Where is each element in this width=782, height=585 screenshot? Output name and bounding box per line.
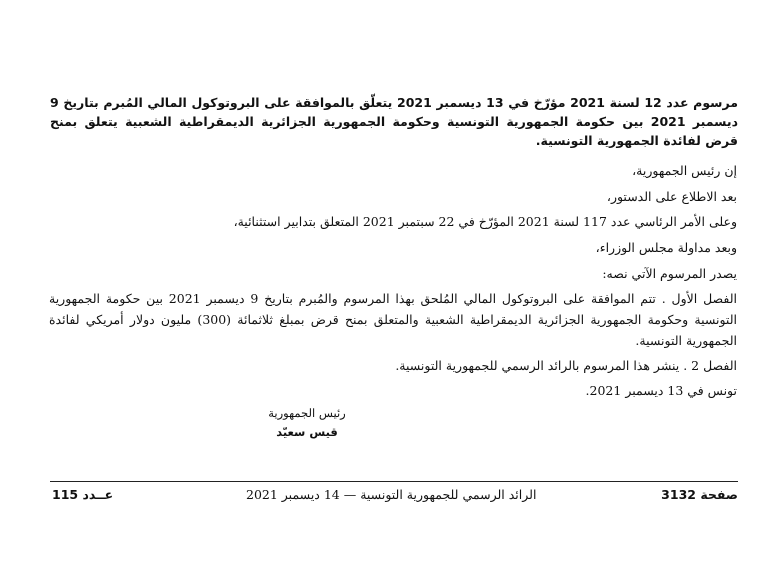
preamble-president: إن رئيس الجمهورية، bbox=[632, 163, 737, 178]
decree-title: مرسوم عدد 12 لسنة 2021 مؤرّخ في 13 ديسمبر 2021 يتعلّق بالموافقة على البروتوكول المالي المُبرم بتاريخ 9 ديسمبر 2021 بين حكومة الجمهورية التونسية وحكومة الجمهورية الجزائرية الديمقراطية الشعبية يتعلق بمنح قرض لفائدة الجمهورية التونسية. bbox=[50, 95, 738, 148]
enactment-clause: يصدر المرسوم الآتي نصه: bbox=[602, 266, 737, 281]
footer-issue-number: عــدد 115 bbox=[52, 487, 114, 502]
footer-journal-title bbox=[246, 486, 536, 504]
preamble-council-deliberation: وبعد مداولة مجلس الوزراء، bbox=[595, 240, 737, 255]
place-and-date: تونس في 13 ديسمبر 2021. bbox=[585, 383, 737, 398]
preamble-presidential-order: وعلى الأمر الرئاسي عدد 117 لسنة 2021 المؤرّخ في 22 سبتمبر 2021 المتعلق بتدابير استثنائية، bbox=[233, 214, 737, 229]
signature-title: رئيس الجمهورية bbox=[268, 406, 346, 420]
signature-name: قيس سعيّد bbox=[276, 425, 338, 439]
preamble-constitution: بعد الاطلاع على الدستور، bbox=[606, 189, 737, 204]
article-1: الفصل الأول . تتم الموافقة على البروتوكول المالي المُلحق بهذا المرسوم والمُبرم بتاريخ 9 ديسمبر 2021 بين حكومة الجمهورية التونسية وحكومة الجمهورية الجزائرية الديمقراطية الشعبية والمتعلق بمنح قرض بمبلغ ثلاثمائة (300) مليون دولار أمريكي لفائدة الجمهورية التونسية. bbox=[49, 291, 737, 348]
article-2: الفصل 2 . ينشر هذا المرسوم بالرائد الرسمي للجمهورية التونسية. bbox=[395, 358, 737, 373]
footer-divider bbox=[50, 481, 738, 482]
footer-page-number: صفحة 3132 bbox=[661, 487, 738, 502]
footer-journal-text: الرائد الرسمي للجمهورية التونسية — 14 ديسمبر 2021 bbox=[246, 487, 537, 502]
